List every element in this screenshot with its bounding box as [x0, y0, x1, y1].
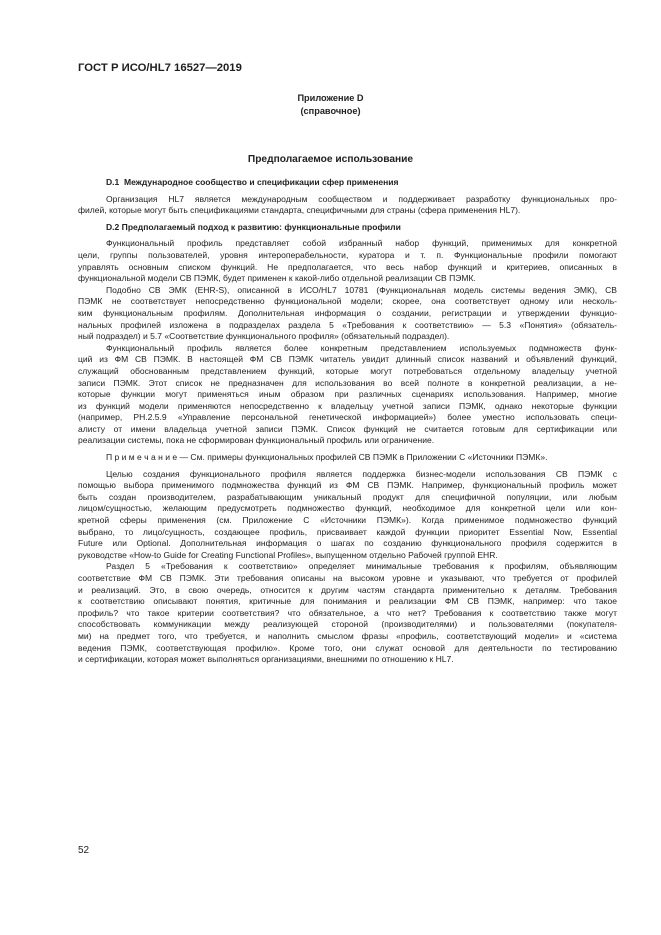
- paragraph-line: профиль? что такое критерии соответствия? что обязательное, а что нет? Требования к соответствию также могут: [78, 607, 617, 618]
- paragraph-line: Целью создания функционального профиля является поддержка бизнес-модели использования СВ ПЭМК с: [106, 468, 617, 479]
- paragraph-line: к соответствию описывают понятия, критичные для понимания и реализации ФМ СВ ПЭМК, например: что такое: [78, 596, 617, 607]
- paragraph-line: функциональной модели СВ ПЭМК, будет применен к какой-либо отдельной реализации СВ ПЭМК.: [78, 273, 476, 284]
- section-title: Предполагаемое использование: [247, 154, 414, 165]
- paragraph-line: и реализаций. Это, в свою очередь, относится к другим частям стандарта применительно к деталям. Требования: [78, 584, 617, 595]
- section-heading: D.2 Предполагаемый подход к развитию: функциональные профили: [106, 221, 401, 232]
- paragraph-line: Future или Optional. Дополнительная информация о шагах по созданию функционального профиля содержится в: [78, 538, 617, 549]
- paragraph-line: соответствие ФМ СВ ПЭМК. Эти требования описаны на высоком уровне и указывают, что требуется от профилей: [78, 573, 617, 583]
- paragraph-line: выбрано, то лицо/сущность, создающее профиль, присваивает каждой функции приоритет Essential Now, Essential: [78, 526, 617, 537]
- paragraph-line: Подобно СВ ЭМК (EHR-S), описанной в ИСО/HL7 10781 (Функциональная модель системы ведения ЭМК), СВ: [106, 284, 617, 295]
- paragraph-line: ций из ФМ СВ ПЭМК. В настоящей ФМ СВ ПЭМК читатель увидит длинный список названий и объявлений функций,: [78, 354, 617, 365]
- paragraph-line: ный подраздел) и 5.7 «Соответствие функционального профиля» (обязательный подраздел).: [78, 331, 450, 342]
- page-number: 52: [78, 845, 90, 856]
- paragraph-line: служащий обоснованным представлением функций, которые могут потребоваться отдельному владельцу учетной: [78, 365, 617, 376]
- appendix-type: (справочное): [300, 106, 361, 116]
- paragraph-line: записи ПЭМК. Этот список не предназначен для использования во всей полноте в конкретной реализации, а не-: [78, 377, 617, 388]
- paragraph-line: ПЭМК не соответствует непосредственно функциональной модели; скорее, она соответствует одному или несколь-: [78, 296, 617, 307]
- note-text: П р и м е ч а н и е — См. примеры функциональных профилей СВ ПЭМК в Приложении С «Источники ПЭМК».: [106, 452, 548, 463]
- document-body: [78, 177, 617, 666]
- paragraph-line: цели, группы пользователей, уровня интероперабельности, куратора и т. п. Функциональные профили помогают: [78, 249, 617, 260]
- paragraph-line: управлять основным списком функций. Не предполагается, что весь набор функций и критериев, описанных в: [78, 261, 617, 272]
- paragraph-line: способствовать коммуникации между реализующей стороной (производителями) и пользователями (покупателя-: [78, 619, 617, 630]
- standard-header: ГОСТ Р ИСО/HL7 16527—2019: [78, 62, 242, 74]
- paragraph-line: Организация HL7 является международным сообществом и поддерживает разработку функциональных про-: [106, 193, 617, 204]
- section-heading: D.1 Международное сообщество и спецификации сфер применения: [106, 177, 399, 187]
- paragraph-line: Функциональный профиль представляет собой избранный набор функций, применимых для конкретной: [106, 238, 617, 249]
- paragraph-line: из функций модели применяются непосредственно к владельцу учетной записи ПЭМК, однако некоторые функции: [78, 400, 617, 411]
- paragraph-line: которые функции могут применяться иным образом при различных сценариях использования. Например, многие: [78, 389, 617, 400]
- paragraph-line: ми) на предмет того, что требуется, и наполнить смыслом фразы «профиль, соответствующий модели» и «система: [78, 630, 617, 641]
- paragraph-line: (например, PH.2.5.9 «Управление персональной генетической информацией») более уместно использовать специ-: [78, 412, 617, 423]
- paragraph-line: помощью выбора применимого подмножества функций из ФМ СВ ПЭМК. Например, функциональный профиль может: [78, 480, 617, 491]
- paragraph-line: ким функциональным профилям. Дополнительная информация о создании, регистрации и утверждении функцио-: [78, 307, 617, 318]
- paragraph-line: реализации системы, пока не сформирован функциональный профиль или ограничение.: [78, 435, 435, 446]
- paragraph-line: алисту от имени владельца учетной записи ПЭМК. Список функций не считается готовым для сертификации или: [78, 423, 617, 434]
- paragraph-line: нальных профилей изложена в подразделах раздела 5 «Требования к соответствию» — 5.3 «Понятия» (обязатель-: [78, 319, 617, 330]
- appendix-label: Приложение D: [297, 93, 364, 103]
- paragraph-line: лицом/сущностью, желающим предусмотреть подмножество функций, необходимое для конкретной цели или кон-: [78, 503, 617, 514]
- paragraph-line: ведения ПЭМК, соответствующая профилю». Кроме того, они служат основой для деятельности по тестированию: [78, 642, 617, 653]
- paragraph-line: руководстве «How-to Guide for Creating Functional Profiles», выпущенном отдельно Рабочей группой EHR.: [78, 549, 498, 560]
- paragraph-line: быть создан производителем, разрабатывающим уникальный продукт для специфичной популяции, или любым: [78, 491, 617, 502]
- paragraph-line: Раздел 5 «Требования к соответствию» определяет минимальные требования к профилям, объявляющим: [106, 561, 617, 572]
- paragraph-line: Функциональный профиль является более конкретным представлением используемых подмножеств функ-: [106, 342, 617, 353]
- paragraph-line: и сертификации, которая может выполняться организациями, внешними по отношению к HL7.: [78, 654, 454, 665]
- paragraph-line: кретной сферы применения (см. Приложение С «Источники ПЭМК»). Когда применимое подмножество функций: [78, 515, 617, 526]
- paragraph-line: филей, которые могут быть спецификациями стандарта, специфичными для страны (сфера применения HL7).: [78, 205, 521, 216]
